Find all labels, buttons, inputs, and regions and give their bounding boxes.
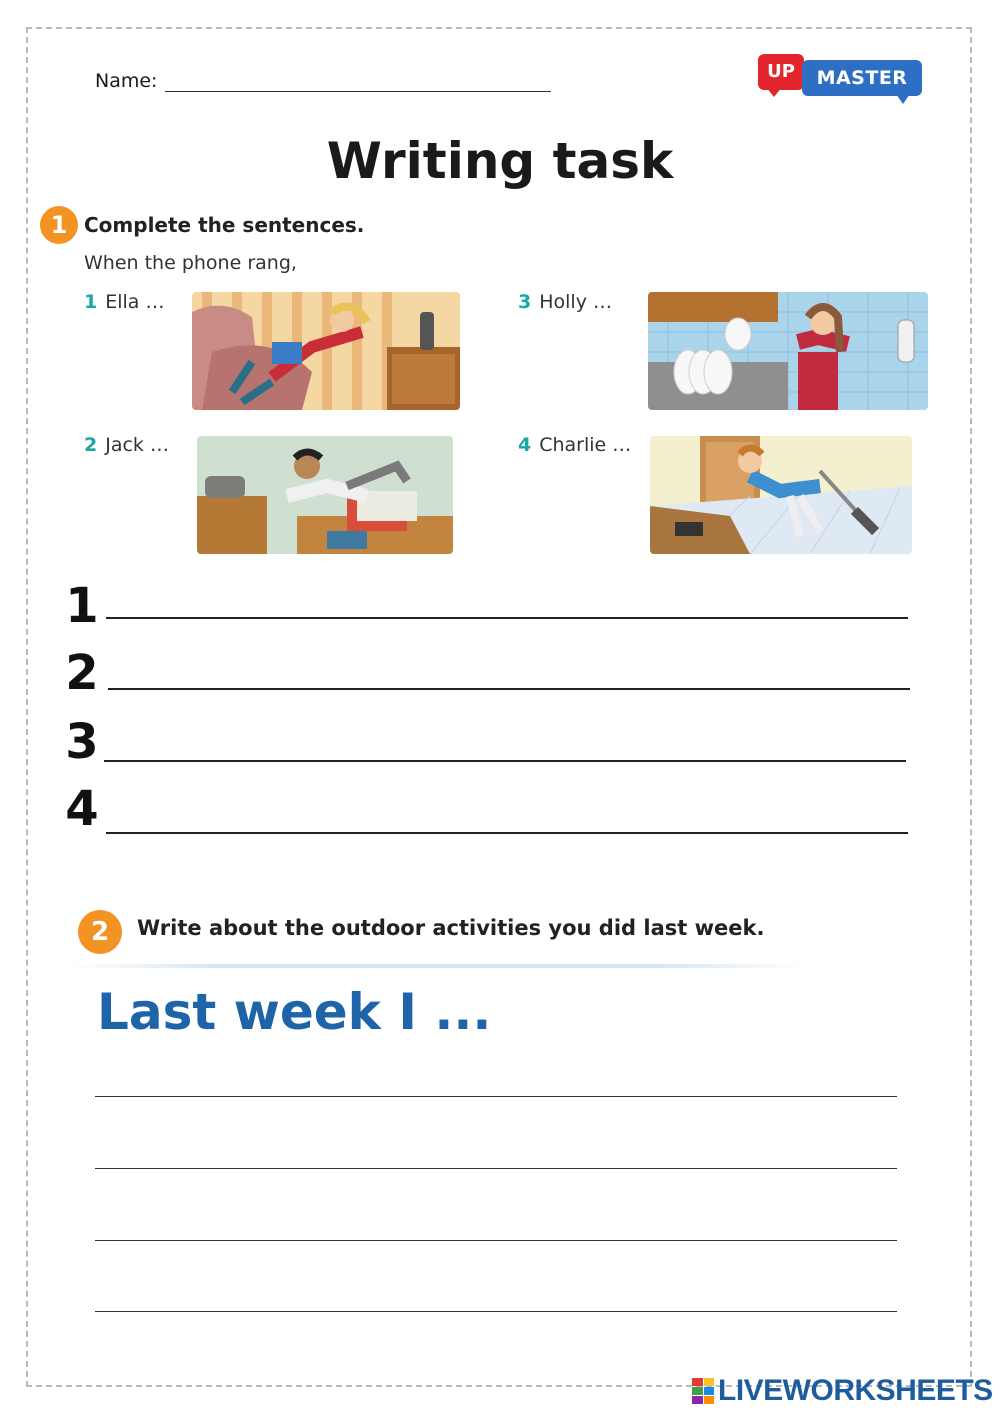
logo-up: UP xyxy=(758,54,804,90)
starter-text: Last week I ... xyxy=(97,983,492,1041)
liveworksheets-text: LIVEWORKSHEETS xyxy=(718,1374,993,1407)
holly-phone-illustration xyxy=(648,292,928,410)
jack-phone-illustration xyxy=(197,436,453,554)
upmaster-logo xyxy=(758,54,924,108)
answer-number-2: 2 xyxy=(65,645,99,701)
answer-number-3: 3 xyxy=(65,714,99,770)
liveworksheets-logo xyxy=(692,1374,993,1408)
charlie-phone-illustration xyxy=(650,436,912,554)
exercise-1-badge: 1 xyxy=(40,206,78,244)
answer-line-4[interactable] xyxy=(106,832,908,834)
answer-number-4: 4 xyxy=(65,781,99,837)
exercise-2-instruction: Write about the outdoor activities you did last week. xyxy=(137,916,765,940)
exercise-1-intro: When the phone rang, xyxy=(84,252,297,274)
writing-line-1[interactable] xyxy=(95,1096,897,1097)
exercise-2-divider xyxy=(70,964,806,968)
picture-label-charlie: 4 Charlie … xyxy=(518,434,632,456)
writing-line-4[interactable] xyxy=(95,1311,897,1312)
picture-label-ella: 1 Ella … xyxy=(84,291,165,313)
logo-master: MASTER xyxy=(802,60,922,96)
name-input-line[interactable] xyxy=(165,71,551,92)
exercise-1-instruction: Complete the sentences. xyxy=(84,213,365,237)
name-row xyxy=(95,70,551,92)
ella-phone-illustration xyxy=(192,292,460,410)
answer-line-2[interactable] xyxy=(108,688,910,690)
liveworksheets-icon xyxy=(692,1378,714,1404)
writing-line-3[interactable] xyxy=(95,1240,897,1241)
name-label: Name: xyxy=(95,70,158,92)
page-title: Writing task xyxy=(326,132,674,190)
answer-number-1: 1 xyxy=(65,578,99,634)
answer-line-3[interactable] xyxy=(104,760,906,762)
picture-label-jack: 2 Jack … xyxy=(84,434,169,456)
picture-label-holly: 3 Holly … xyxy=(518,291,612,313)
writing-line-2[interactable] xyxy=(95,1168,897,1169)
answer-line-1[interactable] xyxy=(106,617,908,619)
exercise-2-badge: 2 xyxy=(78,910,122,954)
